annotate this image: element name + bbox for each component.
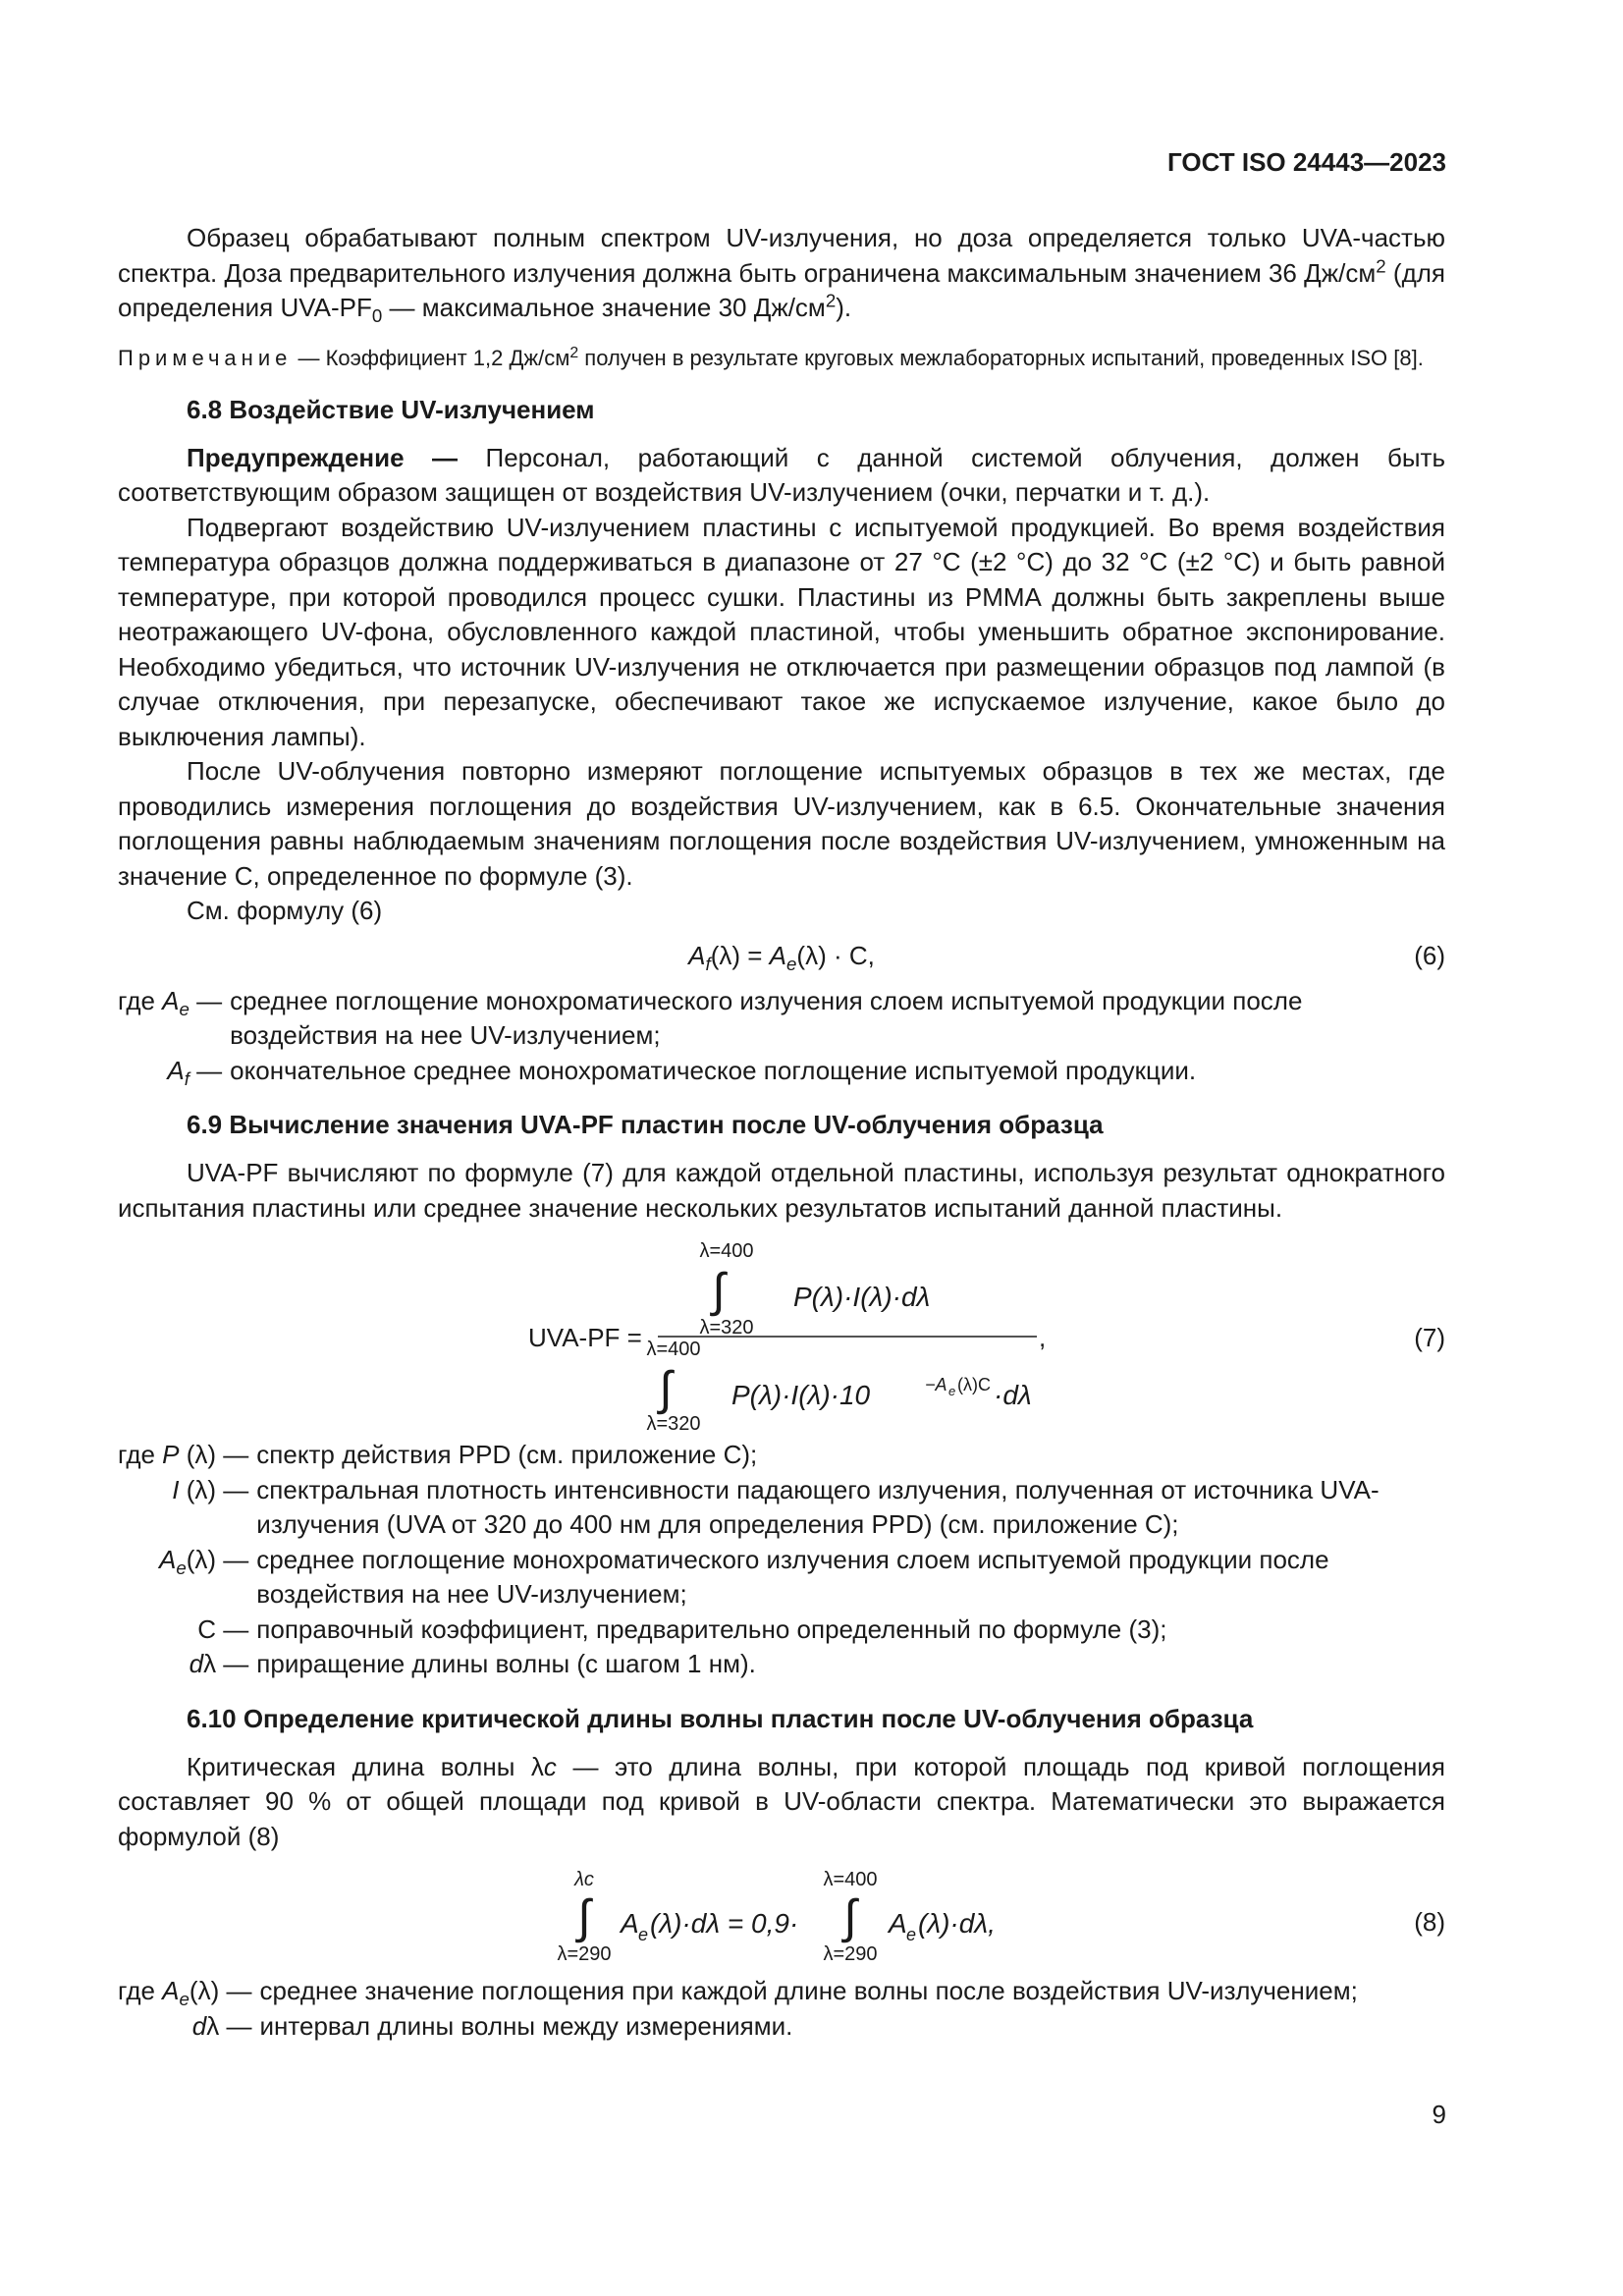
see-formula-6: См. формулу (6) (187, 896, 383, 925)
svg-text:(λ)·dλ = 0,9·: (λ)·dλ = 0,9· (650, 1908, 799, 1939)
integral-sign: ∫ (843, 1891, 857, 1943)
svg-text:λ=320: λ=320 (699, 1317, 754, 1339)
formula-7 (118, 1235, 1445, 1432)
svg-text:,: , (1039, 1323, 1047, 1352)
svg-text:(8): (8) (1414, 1907, 1445, 1937)
formula-8-legend: где $A_e(\lambda)$ — среднее значение поглощения при каждой длине волны после воздействия UV-излучением; dλ — интервал длины волны между измерениями. (118, 1976, 1358, 2041)
critical-wavelength-paragraph: Критическая длина волны λc — это длина волны, при которой площадь под кривой поглощения составляет 90 % от общей площади под кривой в UV-области спектра. Математически это выражается формулой (8) (118, 1751, 1445, 1851)
page-number: 9 (1432, 2100, 1446, 2129)
uvapf-paragraph: UVA-PF вычисляют по формуле (7) для каждой отдельной пластины, используя результат однократного испытания пластины или среднее значение нескольких результатов испытаний данной пластины. (118, 1158, 1445, 1223)
svg-text:λ=320: λ=320 (646, 1413, 701, 1432)
integral-sign: ∫ (577, 1891, 591, 1943)
exposure-paragraph: Подвергают воздействию UV-излучением пластины с испытуемой продукцией. Во время воздействия температура образцов должна поддерживаться в диапазоне от 27 °C (±2 °C) до 32 °C (±2 °C) и быть равной температуре, при которой проводился процесс сушки. Пластины из PMMA должны быть закреплены выше неотражающего UV-фона, обусловленного каждой пластиной, чтобы уменьшить обратное экспонирование. Необходимо убедиться, что источник UV-излучения не отключается при размещении образцов под лампой (в случае отключения, при перезапуске, обеспечивают такое же испускаемое излучение, какое было до выключения лампы). (118, 512, 1445, 751)
equation-number-6: (6) (1414, 940, 1445, 970)
standard-header: ГОСТ ISO 24443—2023 (1166, 147, 1446, 177)
svg-text:λ=290: λ=290 (557, 1943, 612, 1964)
svg-text:·dλ: ·dλ (994, 1380, 1032, 1410)
svg-text:P(λ)·I(λ)·dλ: P(λ)·I(λ)·dλ (793, 1282, 931, 1312)
warning-paragraph: Предупреждение — Персонал, работающий с данной системой облучения, должен быть соответствующим образом защищен от воздействия UV-излучением (очки, перчатки и т. д.). (118, 442, 1445, 507)
svg-text:UVA-PF =: UVA-PF = (528, 1323, 642, 1352)
svg-text:(λ)·dλ,: (λ)·dλ, (918, 1908, 996, 1939)
note: Примечание — Коэффициент 1,2 $Дж/см^2$ получен в результате круговых межлабораторных испытаний, проведенных ISO [8]. (118, 344, 1424, 370)
formula-6-legend: где $A_e$ — среднее поглощение монохроматического излучения слоем испытуемой продукции после воздействия на нее UV-излучением; $A_f$ — окончательное среднее монохроматическое поглощение испытуемой продукции. (118, 985, 1303, 1089)
formula-8-svg (118, 1866, 1445, 1964)
svg-text:(7): (7) (1414, 1323, 1445, 1352)
section-6-9-title: 6.9 Вычисление значения UVA-PF пластин после UV-облучения образца (187, 1110, 1104, 1139)
svg-text:P(λ)·I(λ)·10: P(λ)·I(λ)·10 (731, 1380, 871, 1410)
svg-text:λ=400: λ=400 (699, 1240, 754, 1262)
svg-text:λ=400: λ=400 (823, 1869, 878, 1890)
intro-paragraph: Образец обрабатывают полным спектром UV-излучения, но доза определяется только UVA-частью спектра. Доза предварительного излучения должна быть ограничена максимальным значением 36 $Дж/см^2$ (для определения UVA-$PF_0$ — максимальное значение 30 $Дж/см^2$). (118, 223, 1445, 326)
svg-text:λ=290: λ=290 (823, 1943, 878, 1964)
page-content (118, 221, 1445, 2044)
svg-text:e: e (948, 1384, 956, 1398)
svg-text:λ=400: λ=400 (646, 1339, 701, 1360)
formula-7-svg (118, 1235, 1445, 1432)
formula-7-legend: где P (λ) — спектр действия PPD (см. приложение C); I (λ) — спектральная плотность интенсивности падающего излучения, полученная от источника UVA-излучения (UVA от 320 до 400 нм для определения PPD) (см. приложение C); $A_e(\lambda)$ — среднее поглощение монохроматического излучения слоем испытуемой продукции после воздействия на нее UV-излучением; C — поправочный коэффициент, предварительно определенный по формуле (3); dλ — приращение длины волны (с шагом 1 нм). (118, 1440, 1380, 1678)
warning-label: Предупреждение — (187, 442, 459, 472)
svg-text:e: e (638, 1925, 649, 1944)
svg-text:−A: −A (925, 1375, 947, 1394)
formula-6: $A_f(\lambda) = A_e(\lambda) \cdot C$, (6) (688, 940, 1445, 974)
integral-sign: ∫ (712, 1265, 726, 1317)
svg-text:(λ)C: (λ)C (957, 1375, 991, 1394)
svg-text:λc: λc (574, 1869, 594, 1890)
integral-sign: ∫ (659, 1363, 673, 1415)
formula-8 (118, 1866, 1445, 1964)
svg-text:A: A (889, 1908, 907, 1939)
svg-text:A: A (621, 1908, 639, 1939)
section-6-10-title: 6.10 Определение критической длины волны пластин после UV-облучения образца (187, 1703, 1254, 1733)
note-label: Примечание (118, 345, 293, 370)
remeasure-paragraph: После UV-облучения повторно измеряют поглощение испытуемых образцов в тех же местах, где проводились измерения поглощения до воздействия UV-излучением, как в 6.5. Окончательные значения поглощения равны наблюдаемым значениям поглощения после воздействия UV-излучением, умноженным на значение C, определенное по формуле (3). (118, 756, 1445, 891)
section-6-8-title: 6.8 Воздействие UV-излучением (187, 394, 595, 424)
svg-text:e: e (906, 1925, 917, 1944)
